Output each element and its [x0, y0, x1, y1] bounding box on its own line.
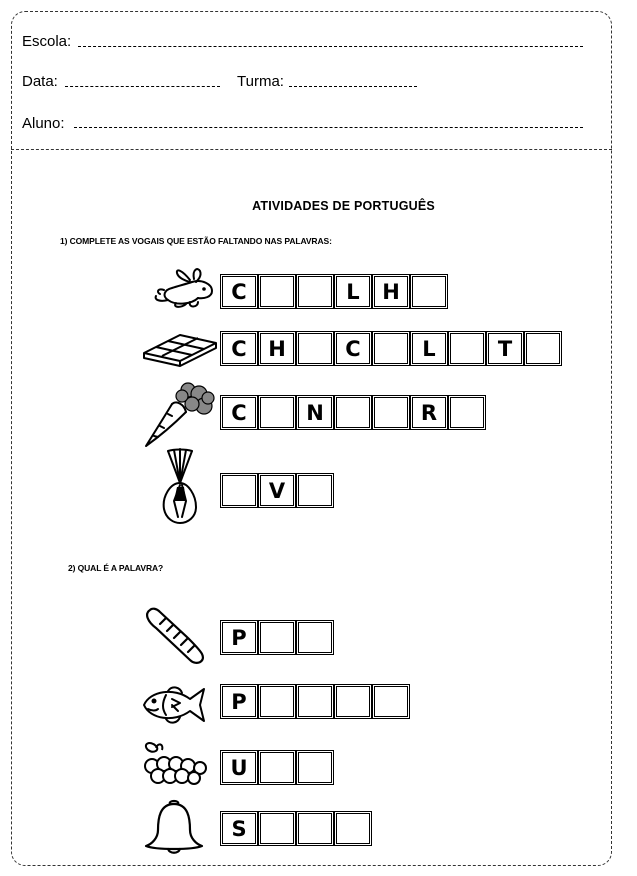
egg-icon: [156, 447, 204, 527]
letter-box[interactable]: H: [374, 276, 408, 307]
word-row-8: [222, 813, 374, 844]
word-row-1: [222, 276, 450, 307]
worksheet-border: [11, 11, 612, 866]
letter-box[interactable]: H: [260, 333, 294, 364]
turma-label: Turma:: [237, 73, 284, 90]
letter-box[interactable]: [374, 686, 408, 717]
word-row-2: [222, 333, 564, 364]
letter-box[interactable]: [260, 813, 294, 844]
letter-box[interactable]: [222, 475, 256, 506]
letter-box[interactable]: [412, 276, 446, 307]
letter-box[interactable]: L: [412, 333, 446, 364]
letter-box[interactable]: U: [222, 752, 256, 783]
word-row-6: [222, 686, 412, 717]
aluno-line[interactable]: [74, 127, 583, 128]
escola-line[interactable]: [78, 46, 583, 47]
letter-box[interactable]: C: [222, 276, 256, 307]
letter-box[interactable]: [336, 397, 370, 428]
turma-line[interactable]: [289, 86, 417, 87]
letter-box[interactable]: S: [222, 813, 256, 844]
question-1-text: 1) COMPLETE AS VOGAIS QUE ESTÃO FALTANDO NAS PALAVRAS:: [60, 236, 332, 246]
escola-label: Escola:: [22, 33, 72, 50]
letter-box[interactable]: [450, 333, 484, 364]
letter-box[interactable]: [298, 622, 332, 653]
bell-icon: [142, 798, 208, 856]
letter-box[interactable]: [298, 813, 332, 844]
letter-box[interactable]: [336, 813, 370, 844]
rabbit-icon: [150, 266, 218, 310]
letter-box[interactable]: [298, 475, 332, 506]
letter-box[interactable]: [298, 333, 332, 364]
fish-icon: [138, 683, 210, 727]
word-row-5: [222, 622, 336, 653]
letter-box[interactable]: [450, 397, 484, 428]
letter-box[interactable]: [260, 686, 294, 717]
aluno-label: Aluno:: [22, 115, 65, 132]
word-row-4: [222, 475, 336, 506]
letter-box[interactable]: P: [222, 622, 256, 653]
carrot-icon: [142, 378, 218, 450]
word-row-7: [222, 752, 336, 783]
letter-box[interactable]: C: [222, 333, 256, 364]
letter-box[interactable]: R: [412, 397, 446, 428]
worksheet-title: ATIVIDADES DE PORTUGUÊS: [252, 199, 435, 213]
letter-box[interactable]: [336, 686, 370, 717]
letter-box[interactable]: L: [336, 276, 370, 307]
letter-box[interactable]: [260, 397, 294, 428]
data-line[interactable]: [65, 86, 220, 87]
question-2-text: 2) QUAL É A PALAVRA?: [68, 563, 164, 573]
letter-box[interactable]: [298, 276, 332, 307]
letter-box[interactable]: V: [260, 475, 294, 506]
letter-box[interactable]: [374, 397, 408, 428]
data-label: Data:: [22, 73, 58, 90]
letter-box[interactable]: [298, 686, 332, 717]
chocolate-bar-icon: [140, 331, 220, 369]
header-divider: [11, 149, 612, 150]
grapes-icon: [138, 740, 210, 786]
word-row-3: [222, 397, 488, 428]
letter-box[interactable]: T: [488, 333, 522, 364]
letter-box[interactable]: [260, 276, 294, 307]
letter-box[interactable]: [260, 752, 294, 783]
letter-box[interactable]: [374, 333, 408, 364]
bread-icon: [142, 604, 208, 666]
letter-box[interactable]: C: [336, 333, 370, 364]
letter-box[interactable]: C: [222, 397, 256, 428]
letter-box[interactable]: [298, 752, 332, 783]
letter-box[interactable]: [260, 622, 294, 653]
letter-box[interactable]: [526, 333, 560, 364]
letter-box[interactable]: P: [222, 686, 256, 717]
letter-box[interactable]: N: [298, 397, 332, 428]
